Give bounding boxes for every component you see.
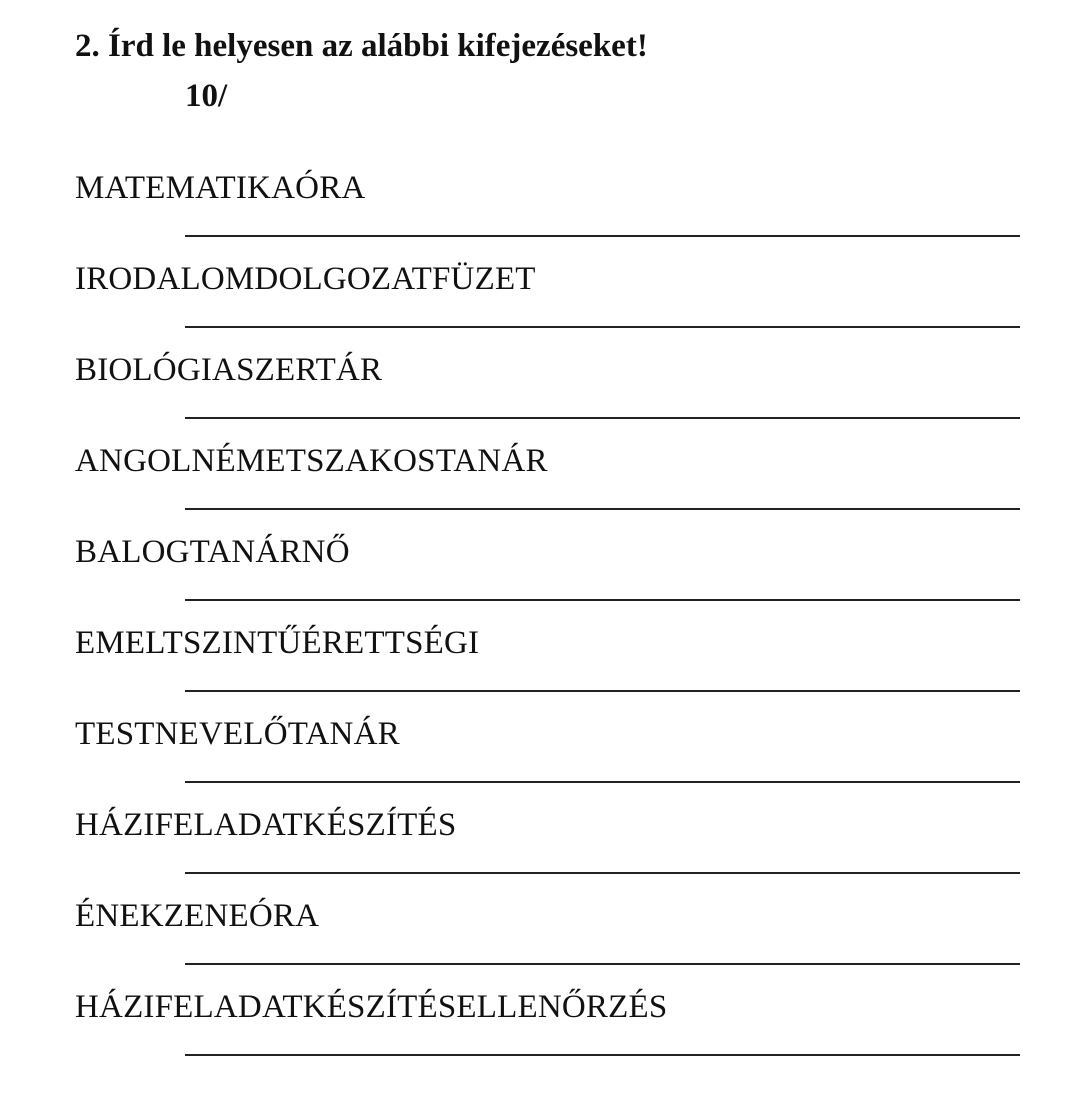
item-word: ANGOLNÉMETSZAKOSTANÁR <box>75 443 548 479</box>
task-title: 2. Írd le helyesen az alábbi kifejezéseket! <box>75 28 648 64</box>
answer-line[interactable] <box>185 508 1020 510</box>
answer-line[interactable] <box>185 417 1020 419</box>
item-word: TESTNEVELŐTANÁR <box>75 716 400 752</box>
exercise-item <box>75 898 1035 989</box>
exercise-item <box>75 352 1035 443</box>
task-score: 10/ <box>185 78 228 114</box>
exercise-item <box>75 716 1035 807</box>
answer-line[interactable] <box>185 599 1020 601</box>
answer-line[interactable] <box>185 690 1020 692</box>
exercise-item <box>75 534 1035 625</box>
item-word: MATEMATIKAÓRA <box>75 170 366 206</box>
exercise-item <box>75 261 1035 352</box>
answer-line[interactable] <box>185 781 1020 783</box>
exercise-item <box>75 625 1035 716</box>
answer-line[interactable] <box>185 1054 1020 1056</box>
answer-line[interactable] <box>185 326 1020 328</box>
item-word: EMELTSZINTŰÉRETTSÉGI <box>75 625 480 661</box>
item-word: HÁZIFELADATKÉSZÍTÉS <box>75 807 457 843</box>
item-word: BALOGTANÁRNŐ <box>75 534 350 570</box>
item-word: IRODALOMDOLGOZATFÜZET <box>75 261 536 297</box>
answer-line[interactable] <box>185 235 1020 237</box>
exercise-item <box>75 170 1035 261</box>
answer-line[interactable] <box>185 963 1020 965</box>
answer-line[interactable] <box>185 872 1020 874</box>
exercise-item <box>75 443 1035 534</box>
exercise-item <box>75 989 1035 1080</box>
item-word: BIOLÓGIASZERTÁR <box>75 352 383 388</box>
item-word: HÁZIFELADATKÉSZÍTÉSELLENŐRZÉS <box>75 989 668 1025</box>
exercise-item <box>75 807 1035 898</box>
item-word: ÉNEKZENEÓRA <box>75 898 320 934</box>
